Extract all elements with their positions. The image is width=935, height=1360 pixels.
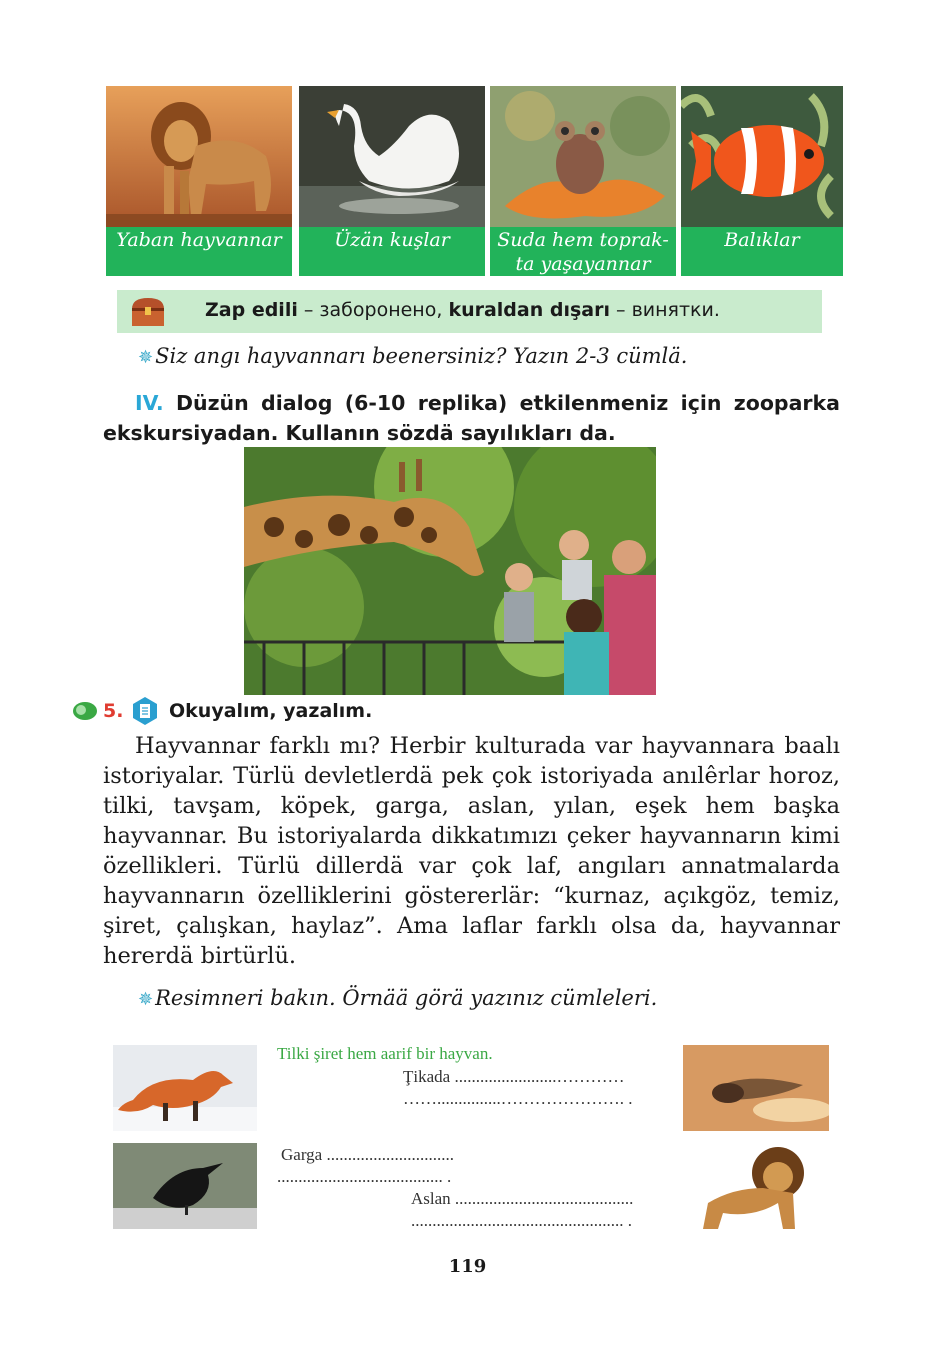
frog-photo — [490, 86, 676, 227]
task-look-at-pictures: ✵Resimneri bakın. Örnää görä yazınız cümleleri. — [138, 986, 658, 1010]
animal-label: Balıklar — [681, 227, 843, 276]
animal-label: Yaban hayvannar — [106, 227, 292, 276]
crow-line: Garga .............................. — [281, 1145, 454, 1164]
animal-card-frog — [490, 86, 676, 276]
vocabulary-note — [117, 290, 822, 333]
exercise-text: Düzün dialog (6-10 replika) etkilenmeniz için zooparka ekskursiyadan. Kullanın sözdä sayılıkları da. — [103, 391, 840, 445]
animal-card-fish — [681, 86, 843, 276]
crow-line-continued: ....................................... . — [277, 1167, 452, 1186]
section-number: 5. — [103, 700, 124, 722]
cicada-photo — [683, 1045, 829, 1131]
green-pill-icon — [72, 701, 98, 721]
snowflake-icon: ✵ — [138, 989, 154, 1010]
animal-label: Üzän kuşlar — [299, 227, 485, 276]
exercise-iv — [103, 388, 840, 448]
lion-line: Aslan .......................................... — [411, 1189, 634, 1208]
exercise-number: IV. — [135, 391, 164, 415]
treasure-chest-icon — [129, 295, 167, 329]
section-title: Okuyalım, yazalım. — [169, 700, 373, 722]
lion-photo-small — [683, 1143, 829, 1229]
vocabulary-note-text: Zap edili – заборонено, kuraldan dışarı – винятки. — [205, 299, 720, 321]
reading-paragraph: Hayvannar farklı mı? Herbir kulturada var hayvannara baalı istoriyalar. Türlü devletlerdä pek çok istoriyada anılêrlar horoz, tilki, tavşam, köpek, garga, aslan, yılan, eşek hem başka hayvannar. Bu istoriyalarda dikkatımızı çeker hayvannarın kimi özellikleri. Türlü dillerdä var çok laf, angıları annatmalarda hayvannarın özelliklerini göstererlär: “kurnaz, açıkgöz, temiz, şiret, çalışkan, haylaz”. Ama laflar farklı olsa da, hayvannar hererdä birtürlü. — [103, 733, 840, 969]
cicada-line: Ţikada ........................………… — [403, 1067, 625, 1086]
notebook-icon — [132, 697, 158, 725]
page-number: 119 — [448, 1256, 487, 1277]
lion-line-continued: .................................................. . — [411, 1211, 632, 1230]
crow-photo — [113, 1143, 257, 1229]
clownfish-photo — [681, 86, 843, 227]
animal-card-swan — [299, 86, 485, 276]
reading-text-block — [103, 731, 840, 971]
task-favorite-animals: ✵Siz angı hayvannarı beenersiniz? Yazın 2-3 cümlä. — [138, 344, 688, 368]
animal-card-lion — [106, 86, 292, 276]
fox-photo — [113, 1045, 257, 1131]
snowflake-icon: ✵ — [138, 347, 154, 368]
animal-label: Suda hem toprak- ta yaşayannar — [490, 227, 676, 276]
example-sentence: Tilki şiret hem aarif bir hayvan. — [277, 1044, 493, 1063]
swan-photo — [299, 86, 485, 227]
cicada-line-continued: ……...............…………………. . — [403, 1089, 633, 1108]
zoo-giraffe-photo — [244, 447, 656, 695]
lion-photo — [106, 86, 292, 227]
